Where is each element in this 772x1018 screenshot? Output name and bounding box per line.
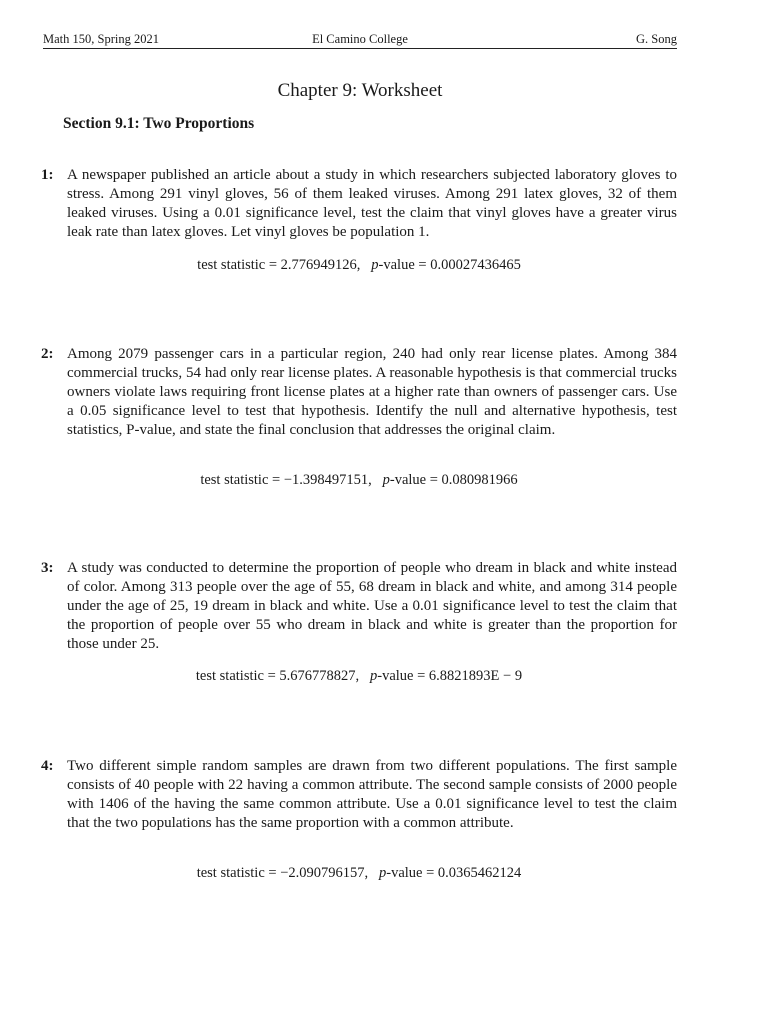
answer-line (41, 472, 677, 489)
p-symbol: p (371, 257, 379, 273)
problem-number: 2: (41, 346, 54, 362)
problem-number: 1: (41, 167, 54, 183)
problem-text: Among 2079 passenger cars in a particular region, 240 had only rear license plates. Among 384 commercial trucks, 54 had only rear license plates. A reasonable hypothesis is that commercial trucks owners violate laws requiring front license plates at a higher rate than owners of passenger cars. Use a 0.05 significance level to test that hypothesis. Identify the null and alternative hypothesis, test statistics, P-value, and state the final conclusion that addresses the original claim. (67, 346, 677, 438)
answer-line (41, 865, 677, 882)
problem-number: 3: (41, 560, 54, 576)
section-heading: Section 9.1: Two Proportions (63, 115, 255, 132)
course-label: Math 150, Spring 2021 (43, 32, 159, 46)
test-statistic-label: test statistic (197, 257, 266, 273)
p-symbol: p (370, 668, 378, 684)
answer-line (41, 668, 677, 685)
problem-number: 4: (41, 758, 54, 774)
test-statistic-label: test statistic (200, 472, 269, 488)
test-statistic-value: = 2.776949126, (268, 257, 361, 273)
problem-1 (41, 166, 677, 273)
author-label: G. Song (636, 32, 677, 46)
problem-2 (41, 345, 677, 488)
p-symbol: p (379, 865, 387, 881)
test-statistic-label: test statistic (195, 668, 264, 684)
problem-text: A newspaper published an article about a study in which researchers subjected laboratory gloves to stress. Among 291 vinyl gloves, 56 of them leaked viruses. Among 291 latex gloves, 32 of them leaked viruses. Using a 0.01 significance level, test the claim that vinyl gloves have a greater virus leak rate than latex gloves. Let vinyl gloves be population 1. (67, 167, 677, 240)
problem-4 (41, 757, 677, 881)
test-statistic-label: test statistic (196, 865, 265, 881)
test-statistic-value: = −1.398497151, (272, 472, 372, 488)
page-header (43, 32, 677, 49)
p-value: -value = 6.8821893E − 9 (377, 668, 523, 684)
problem-text: A study was conducted to determine the proportion of people who dream in black and white instead of color. Among 313 people over the age of 55, 68 dream in black and white, and among 314 people under the age of 25, 19 dream in black and white. Use a 0.01 significance level to test the claim that the proportion of people over 55 who dream in black and white is greater than the proportion for those under 25. (67, 560, 677, 652)
p-value: -value = 0.0365462124 (386, 865, 522, 881)
test-statistic-value: = −2.090796157, (268, 865, 369, 881)
answer-line (41, 257, 677, 274)
college-label: El Camino College (312, 32, 408, 46)
p-value: -value = 0.00027436465 (378, 257, 521, 273)
p-symbol: p (382, 472, 390, 488)
test-statistic-value: = 5.676778827, (267, 668, 360, 684)
p-value: -value = 0.080981966 (389, 472, 518, 488)
problem-text: Two different simple random samples are drawn from two different populations. The first sample consists of 40 people with 22 having a common attribute. The second sample consists of 2000 people with 1406 of the having the same common attribute. Use a 0.01 significance level to test the claim that the two populations has the same proportion with a common attribute. (67, 758, 677, 831)
page-title: Chapter 9: Worksheet (277, 80, 443, 101)
problem-3 (41, 559, 677, 684)
